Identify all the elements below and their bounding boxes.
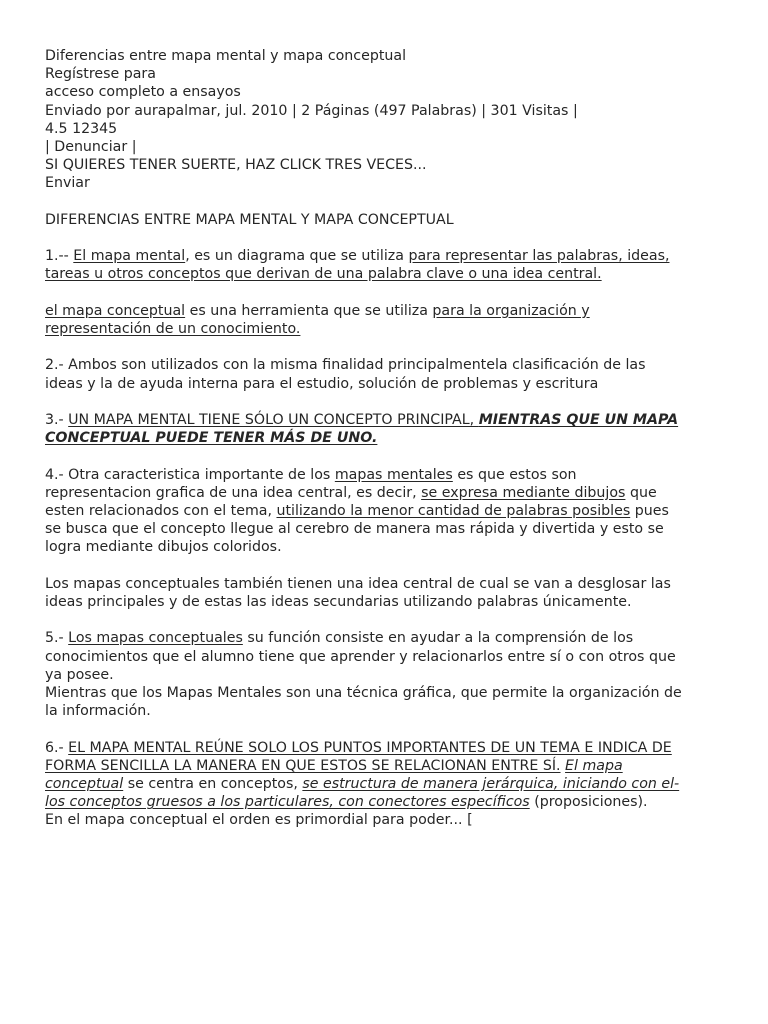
tagline: SI QUIERES TENER SUERTE, HAZ CLICK TRES VECES... [45,157,427,174]
document-body [45,47,735,830]
paragraph-1: 1.-- El mapa mental, es un diagrama que se utiliza para representar las palabras, ideas, tareas u otros conceptos que derivan de una palabra clave o una idea central. [45,248,670,283]
document-meta: Enviado por aurapalmar, jul. 2010 | 2 Páginas (497 Palabras) | 301 Visitas | [45,102,578,119]
paragraph-3: 3.- UN MAPA MENTAL TIENE SÓLO UN CONCEPTO PRINCIPAL, MIENTRAS QUE UN MAPA CONCEPTUAL PUEDE TENER MÁS DE UNO. [45,411,679,447]
send-button[interactable]: Enviar [45,175,90,192]
paragraph-2: 2.- Ambos son utilizados con la misma finalidad principalmentela clasificación de las ideas y la de ayuda interna para el estudio, solución de problemas y escritura [45,357,646,392]
register-link[interactable]: Regístrese para [45,66,156,83]
paragraph-4: 4.- Otra caracteristica importante de los mapas mentales es que estos son representacion grafica de una idea central, es decir, se expresa mediante dibujos que esten relacionados con el tema, utilizando la menor cantidad de palabras posibles pues se busca que el concepto llegue al cerebro de manera mas rápida y divertida y esto se logra mediante dibujos coloridos. [45,466,669,556]
register-link-continued[interactable]: acceso completo a ensayos [45,84,241,101]
section-heading: DIFERENCIAS ENTRE MAPA MENTAL Y MAPA CONCEPTUAL [45,211,454,228]
paragraph-6: 6.- EL MAPA MENTAL REÚNE SOLO LOS PUNTOS IMPORTANTES DE UN TEMA E INDICA DE FORMA SENCILLA LA MANERA EN QUE ESTOS SE RELACIONAN ENTRE SÍ. El mapa conceptual se centra en conceptos, se estructura de manera jerárquica, iniciando con el- los conceptos gruesos a los particulares, con conectores específicos (proposiciones). En el mapa conceptual el orden es primordial para poder... [ [45,739,735,830]
rating[interactable]: 4.5 12345 [45,120,118,137]
report-link[interactable]: | Denunciar | [45,139,137,156]
paragraph-4b: Los mapas conceptuales también tienen una idea central de cual se van a desglosar las ideas principales y de estas las ideas secundarias utilizando palabras únicamente. [45,575,671,610]
read-more-text: En el mapa conceptual el orden es primordial para poder... [ [45,812,473,829]
paragraph-5: 5.- Los mapas conceptuales su función consiste en ayudar a la comprensión de los conocimientos que el alumno tiene que aprender y relacionarlos entre sí o con otros que ya posee. Mientras que los Mapas Mentales son una técnica gráfica, que permite la organización de la información. [45,630,682,720]
document-title: Diferencias entre mapa mental y mapa conceptual [45,48,407,64]
paragraph-1b: el mapa conceptual es una herramienta que se utiliza para la organización y representación de un conocimiento. [45,302,590,337]
